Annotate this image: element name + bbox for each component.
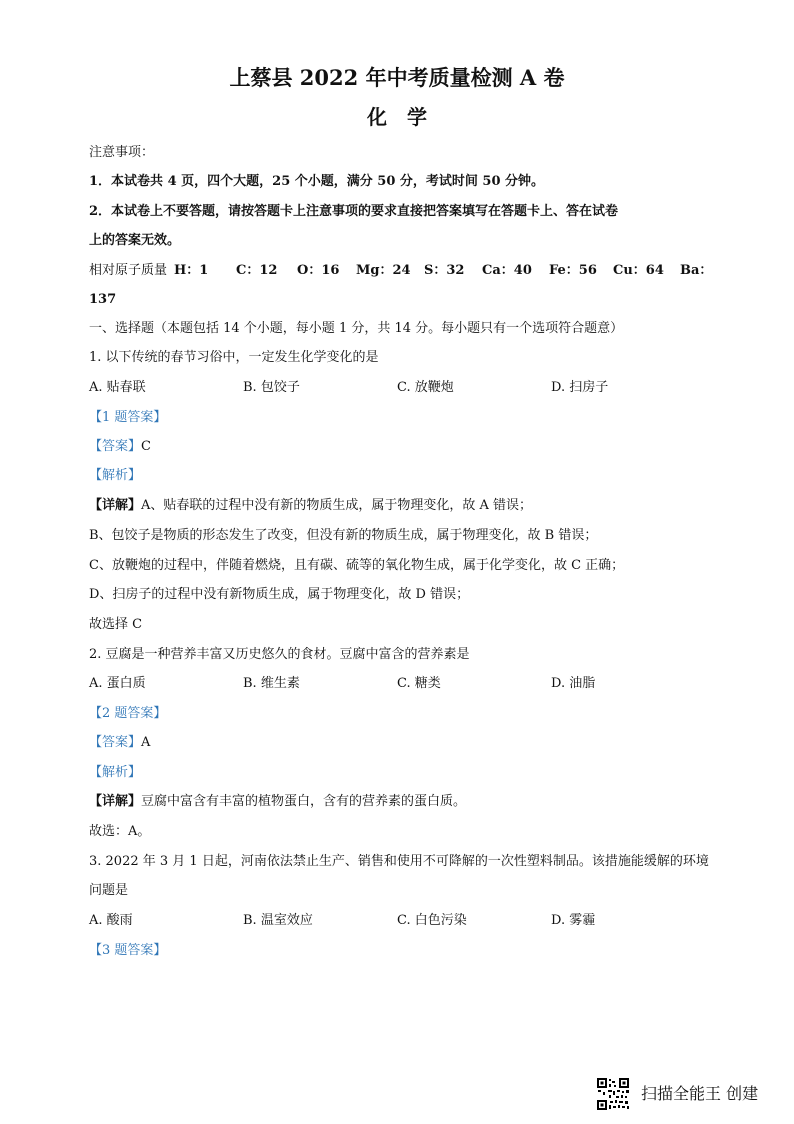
atomic-mass-s: S：32	[424, 263, 465, 278]
atomic-mass-wrap: 137	[89, 292, 117, 307]
q1-option-d: D. 扫房子	[551, 380, 609, 395]
q1-detail-line-2: B、包饺子是物质的形态发生了改变，但没有新的物质生成，属于物理变化，故 B 错误；	[89, 528, 598, 543]
q2-answer-line	[89, 734, 150, 752]
q2-detail-label: 【详解】	[89, 794, 142, 809]
q1-detail-line-4: D、扫房子的过程中没有新物质生成，属于物理变化，故 D 错误；	[89, 587, 470, 602]
notice-item-2-line-2: 上的答案无效。	[89, 233, 181, 248]
q1-option-c: C. 放鞭炮	[397, 380, 454, 395]
qr-code-icon	[596, 1077, 630, 1111]
atomic-mass-ba: Ba：	[680, 263, 713, 278]
q2-detail-text: 豆腐中富含有丰富的植物蛋白，含有的营养素的蛋白质。	[141, 794, 467, 809]
scanner-watermark: 扫描全能王 创建	[641, 1084, 759, 1103]
q2-option-c: C. 糖类	[397, 676, 441, 691]
q2-option-d: D. 油脂	[551, 676, 596, 691]
section-1-heading: 一、选择题（本题包括 14 个小题，每小题 1 分，共 14 分。每小题只有一个选项符合题意）	[89, 321, 624, 336]
q2-answer-label: 【答案】	[89, 735, 142, 750]
q2-conclusion: 故选：A。	[89, 824, 151, 839]
atomic-mass-o: O：16	[297, 263, 340, 278]
q2-detail-line	[89, 793, 466, 811]
q3-option-b: B. 温室效应	[243, 913, 313, 928]
q1-answer-label: 【答案】	[89, 439, 142, 454]
notice-item-1: 1．本试卷共 4 页，四个大题，25 个小题，满分 50 分，考试时间 50 分钟。	[89, 174, 545, 189]
atomic-mass-c: C：12	[236, 263, 278, 278]
q3-option-d: D. 雾霾	[551, 913, 596, 928]
q3-stem-line-1: 3. 2022 年 3 月 1 日起，河南依法禁止生产、销售和使用不可降解的一次性塑料制品。该措施能缓解的环境	[89, 854, 709, 869]
q1-answer-tag: 【1 题答案】	[89, 410, 167, 425]
notice-item-2-line-1: 2．本试卷上不要答题，请按答题卡上注意事项的要求直接把答案填写在答题卡上、答在试卷	[89, 204, 619, 219]
q2-answer-value: A	[141, 735, 151, 750]
q1-option-b: B. 包饺子	[243, 380, 300, 395]
q1-conclusion: 故选择 C	[89, 617, 143, 632]
q1-answer-value: C	[141, 439, 151, 454]
q3-option-c: C. 白色污染	[397, 913, 467, 928]
q1-detail-line-1	[89, 497, 532, 515]
q2-stem: 2. 豆腐是一种营养丰富又历史悠久的食材。豆腐中富含的营养素是	[89, 647, 470, 662]
q1-detail-text-1: A、贴春联的过程中没有新的物质生成，属于物理变化，故 A 错误；	[141, 498, 533, 513]
notice-heading: 注意事项：	[89, 145, 155, 160]
q1-detail-label: 【详解】	[89, 498, 142, 513]
q1-detail-line-3: C、放鞭炮的过程中，伴随着燃烧，且有碳、硫等的氧化物生成，属于化学变化，故 C 正确；	[89, 558, 625, 573]
atomic-mass-ca: Ca：40	[482, 263, 532, 278]
atomic-mass-mg: Mg：24	[356, 263, 411, 278]
q1-option-a: A. 贴春联	[89, 380, 146, 395]
q2-answer-tag: 【2 题答案】	[89, 706, 167, 721]
q1-analysis-tag: 【解析】	[89, 468, 142, 483]
q3-option-a: A. 酸雨	[89, 913, 133, 928]
subject-title: 化 学	[367, 105, 427, 129]
q2-analysis-tag: 【解析】	[89, 765, 142, 780]
atomic-mass-h: H：1	[174, 263, 209, 278]
q3-answer-tag: 【3 题答案】	[89, 943, 167, 958]
q1-answer-line	[89, 438, 151, 456]
q2-option-b: B. 维生素	[243, 676, 300, 691]
atomic-mass-label: 相对原子质量	[89, 263, 168, 278]
exam-title: 上蔡县 2022 年中考质量检测 A 卷	[229, 65, 565, 90]
atomic-mass-cu: Cu：64	[613, 263, 664, 278]
atomic-mass-fe: Fe：56	[549, 263, 597, 278]
q3-stem-line-2: 问题是	[89, 883, 129, 898]
q1-stem: 1. 以下传统的春节习俗中，一定发生化学变化的是	[89, 350, 379, 365]
q2-option-a: A. 蛋白质	[89, 676, 146, 691]
